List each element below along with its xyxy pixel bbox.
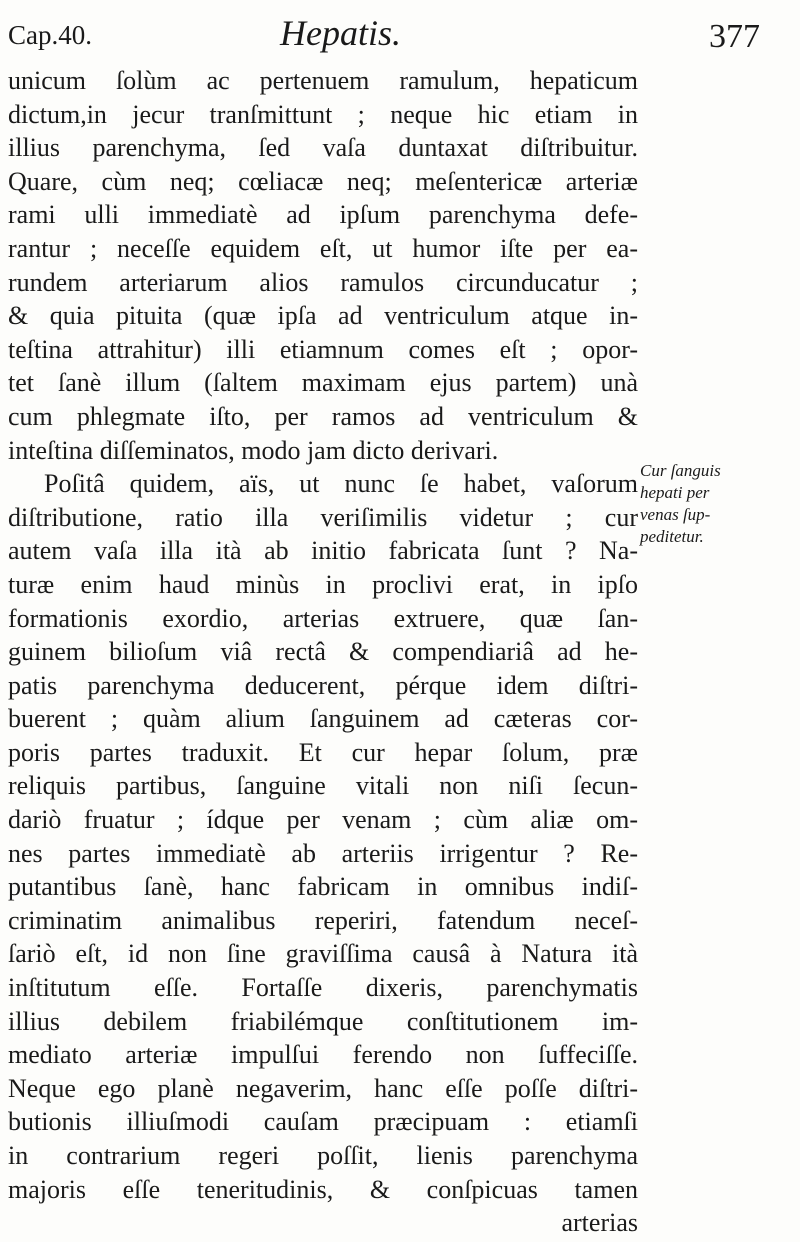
margin-note-line: peditetur. [640,527,704,546]
text-line: teſtina attrahitur) illi etiamnum comes eſt ; opor- [8,334,638,364]
text-line: dictum,in jecur tranſmittunt ; neque hic etiam in [8,99,638,129]
text-line: unicum ſolùm ac pertenuem ramulum, hepaticum [8,66,638,95]
text-line: rundem arteriarum alios ramulos circunducatur ; [8,267,638,297]
running-head [8,12,760,56]
text-line: rantur ; neceſſe equidem eſt, ut humor iſte per ea- [8,233,638,263]
text-line: & quia pituita (quæ ipſa ad ventriculum atque in- [8,301,638,331]
text-line: Quare, cùm neq; cœliacæ neq; meſentericæ arteriæ [8,166,638,196]
text-line: illius parenchyma, ſed vaſa duntaxat diſtribuitur. [8,133,638,163]
chapter-label: Cap.40. [8,20,92,50]
text-line: nes partes immediatè ab arteriis irrigentur ? Re- [8,838,638,868]
text-line: patis parenchyma deducerent, pérque idem diſtri- [8,670,638,700]
text-line: buerent ; quàm alium ſanguinem ad cæteras cor- [8,704,638,734]
text-line: poris partes traduxit. Et cur hepar ſolum, præ [8,737,638,767]
text-line: mediato arteriæ impulſui ferendo non ſuffeciſſe. [8,1040,638,1070]
margin-note-line: hepati per [640,483,710,502]
text-line: Neque ego planè negaverim, hanc eſſe poſſe diſtri- [8,1073,638,1103]
catchword: arterias [561,1208,638,1238]
text-line: dariò fruatur ; ídque per venam ; cùm aliæ om- [8,805,638,835]
text-line: in contrarium regeri poſſit, lienis parenchyma [8,1141,638,1170]
text-line: putantibus ſanè, hanc fabricam in omnibus indiſ- [8,872,638,902]
text-line: cum phlegmate iſto, per ramos ad ventriculum & [8,401,638,431]
text-line: formationis exordio, arterias extruere, quæ ſan- [8,603,638,633]
page-number: 377 [709,18,760,55]
text-line: reliquis partibus, ſanguine vitali non niſi ſecun- [8,771,638,801]
margin-note [640,460,796,548]
text-line: illius debilem friabilémque conſtitutionem im- [8,1006,638,1036]
text-line: ſariò eſt, id non ſine graviſſima causâ à Natura ità [8,939,638,969]
text-line: diſtributione, ratio illa veriſimilis videtur ; cur [8,502,638,532]
text-line: tet ſanè illum (ſaltem maximam ejus partem) unà [8,368,638,398]
text-line: inſtitutum eſſe. Fortaſſe dixeris, parenchymatis [8,973,638,1003]
text-line: guinem bilioſum viâ rectâ & compendiariâ ad he- [8,637,638,667]
text-line: inteſtina diſſeminatos, modo jam dicto derivari. [8,435,499,465]
margin-note-line: venas ſup- [640,505,711,524]
text-line: majoris eſſe teneritudinis, & conſpicuas tamen [8,1174,638,1204]
body-text [8,64,638,1240]
running-title: Hepatis. [280,13,401,53]
text-line: autem vaſa illa ità ab initio fabricata ſunt ? Na- [8,536,638,566]
text-line: Poſitâ quidem, aïs, ut nunc ſe habet, vaſorum [44,469,638,499]
text-line: butionis illiuſmodi cauſam præcipuam : etiamſi [8,1107,638,1137]
text-line: turæ enim haud minùs in proclivi erat, in ipſo [8,569,638,599]
margin-note-line: Cur ſanguis [640,461,721,480]
text-line: rami ulli immediatè ad ipſum parenchyma defe- [8,200,638,230]
text-line: criminatim animalibus reperiri, fatendum neceſ- [8,905,638,935]
